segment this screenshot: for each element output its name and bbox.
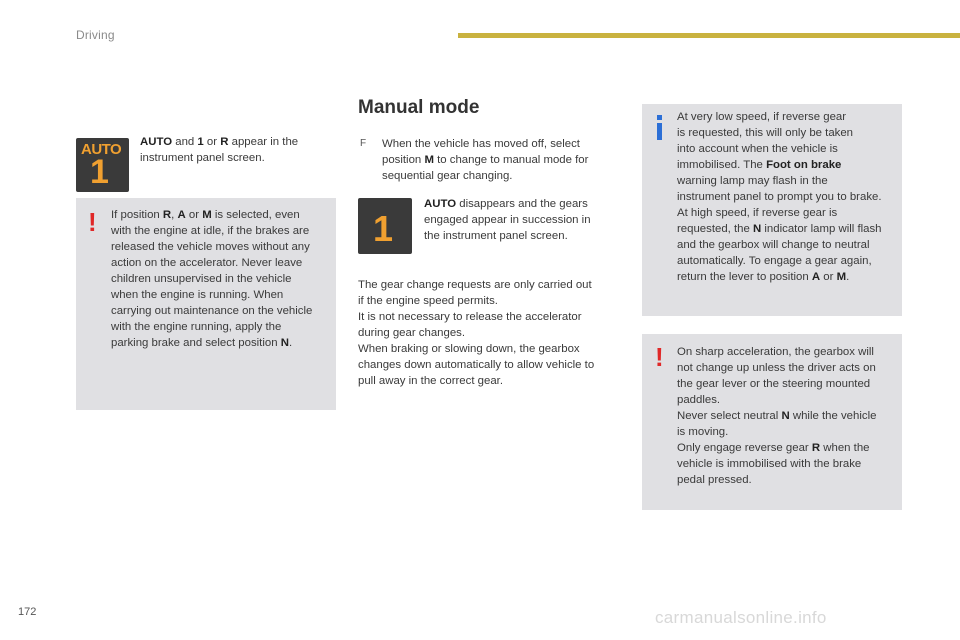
page-number: 172 [18,606,37,618]
warning-panel-right [642,334,902,510]
instrument-display-auto-1 [76,138,129,192]
info-panel-right [642,104,902,316]
display-change-text: AUTO disappears and the gears engaged appear in succession in the instrument panel screen. [424,198,591,242]
warning-panel-left [76,198,336,410]
display-auto-label: AUTO [81,141,122,158]
warning-icon: ! [88,207,97,237]
instrument-display-gear-1 [358,198,412,254]
warning-text-left: If position R, A or M is selected, even with the engine at idle, if the brakes are released the vehicle moves without any action on the accelerator. Never leave children unsupervised in the vehicle when the engine is running. When carrying out maintenance on the vehicle with the engine running, apply the parking brake and select position N. [111,209,313,349]
display-gear-digit: 1 [90,153,109,191]
header-rule [458,33,960,38]
page-title: Manual mode [358,97,480,118]
warning-icon-right: ! [655,342,664,372]
section-header: Driving [76,28,115,42]
manual-mode-body: The gear change requests are only carried out if the engine speed permits. It is not necessary to release the accelerator during gear changes. When braking or slowing down, the gearbox changes down automatically to allow vehicle to pull away in the correct gear. [358,279,595,387]
warning-text-right: On sharp acceleration, the gearbox will not change up unless the driver acts on the gear lever or the steering mounted paddles. Never select neutral N while the vehicle is moving. Only engage reverse gear R when the vehicle is immobilised with the brake pedal pressed. [677,346,877,486]
step-bullet: F [360,138,367,149]
info-text: At very low speed, if reverse gear is requested, this will only be taken into account when the vehicle is immobilised. The Foot on brake warning lamp may flash in the instrument panel to prompt you to brake. At high speed, if reverse gear is requested, the N indicator lamp will flash and the gearbox will change to neutral automatically. To engage a gear again, return the lever to position A or M. [677,111,882,283]
display-gear-digit-manual: 1 [373,208,394,249]
display-intro-text: AUTO and 1 or R appear in the instrument panel screen. [140,136,299,164]
step-instruction: F When the vehicle has moved off, select position M to change to manual mode for sequential gear changing. [360,138,589,182]
watermark: carmanualsonline.info [655,608,827,627]
